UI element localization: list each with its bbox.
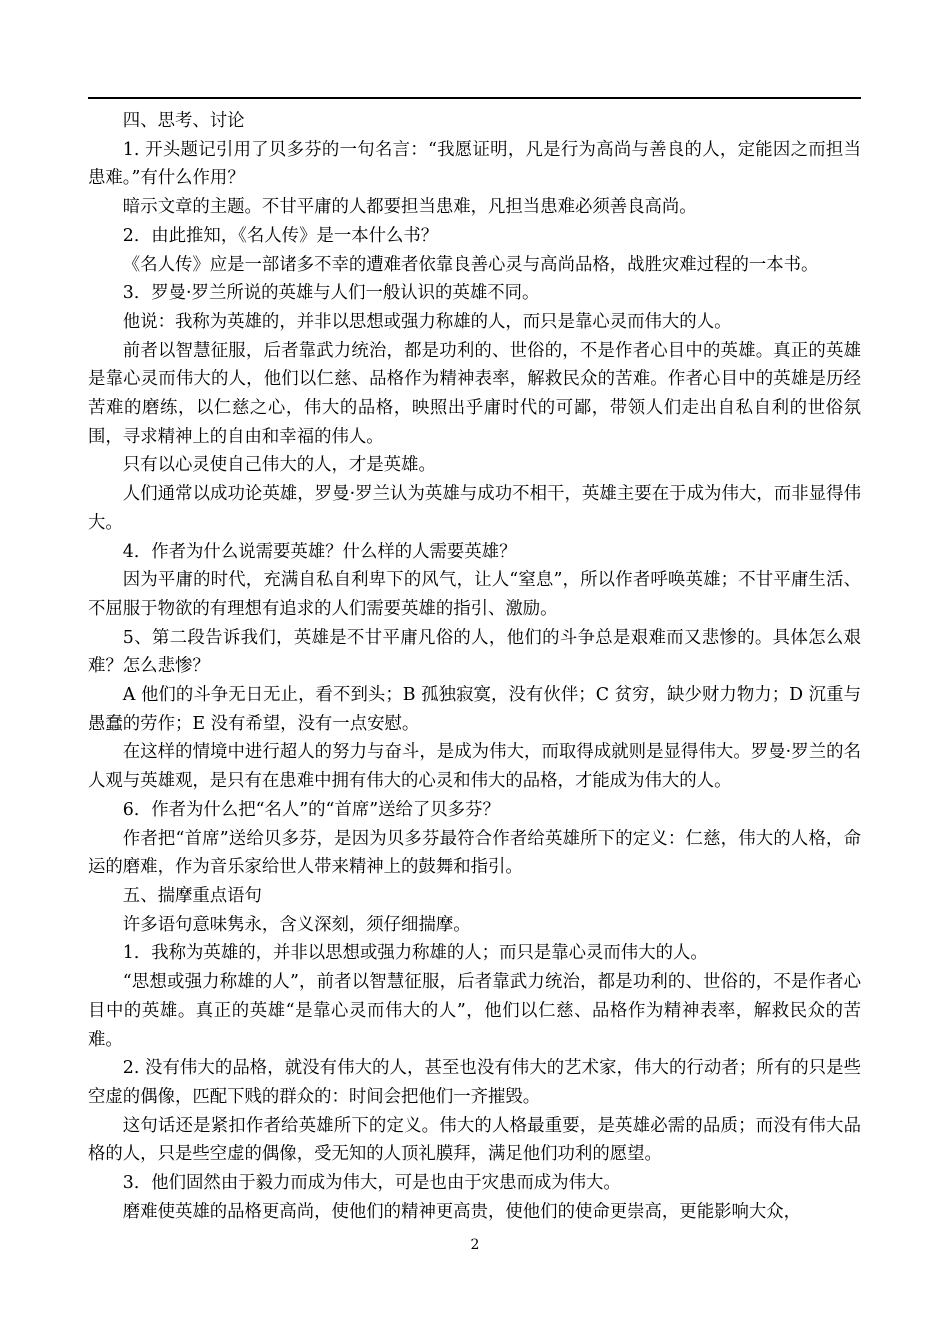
sentence-3-analysis: 磨难使英雄的品格更高尚，使他们的精神更高贵，使他们的使命更崇高，更能影响大众， xyxy=(122,1201,802,1222)
section-heading-discussion: 四、思考、讨论 xyxy=(122,111,245,131)
question-2: 2．由此推知，《名人传》是一本什么书？ xyxy=(122,225,439,246)
answer-3-quote: 他说：我称为英雄的，并非以思想或强力称雄的人，而只是靠心灵而伟大的人。 xyxy=(122,311,732,332)
section-heading-key-sentences: 五、揣摩重点语句 xyxy=(122,885,262,906)
document-body xyxy=(88,107,861,1226)
sentence-2-analysis: 这句话还是紧扣作者给英雄所下的定义。伟大的人格最重要，是英雄必需的品质；而没有伟大品格的人，只是些空虚的偶像，受无知的人顶礼膜拜，满足他们功利的愿望。 xyxy=(88,1115,861,1165)
sentence-1-analysis: “思想或强力称雄的人”，前者以智慧征服，后者靠武力统治，都是功利的、世俗的，不是作者心目中的英雄。真正的英雄“是靠心灵而伟大的人”，他们以仁慈、品格作为精神表率，解救民众的苦难。 xyxy=(88,972,861,1050)
question-3: 3．罗曼·罗兰所说的英雄与人们一般认识的英雄不同。 xyxy=(122,283,540,304)
answer-3-explanation: 前者以智慧征服，后者靠武力统治，都是功利的、世俗的，不是作者心目中的英雄。真正的英雄是靠心灵而伟大的人，他们以仁慈、品格作为精神表率，解救民众的苦难。作者心目中的英雄是历经苦难的磨练，以仁慈之心，伟大的品格，映照出乎庸时代的可鄙，带领人们走出自私自利的世俗氛围，寻求精神上的自由和幸福的伟人。 xyxy=(88,340,861,447)
sentence-3: 3．他们固然由于毅力而成为伟大，可是也由于灾患而成为伟大。 xyxy=(122,1173,621,1194)
header-rule xyxy=(88,97,861,99)
answer-1: 暗示文章的主题。不甘平庸的人都要担当患难，凡担当患难必须善良高尚。 xyxy=(122,197,697,218)
question-4: 4．作者为什么说需要英雄？什么样的人需要英雄？ xyxy=(122,541,517,562)
question-1: 1. 开头题记引用了贝多芬的一句名言：“我愿证明，凡是行为高尚与善良的人，定能因之而担当患难。”有什么作用？ xyxy=(88,139,861,189)
sentence-2: 2. 没有伟大的品格，就没有伟大的人，甚至也没有伟大的艺术家，伟大的行动者；所有的只是些空虚的偶像，匹配下贱的群众的：时间会把他们一齐摧毁。 xyxy=(88,1058,861,1107)
answer-4: 因为平庸的时代，充满自私自利卑下的风气，让人“窒息”，所以作者呼唤英雄；不甘平庸生活、不屈服于物欲的有理想有追求的人们需要英雄的指引、激励。 xyxy=(88,570,861,619)
question-6: 6．作者为什么把“名人”的“首席”送给了贝多芬？ xyxy=(122,799,500,820)
sentence-1: 1．我称为英雄的，并非以思想或强力称雄的人；而只是靠心灵而伟大的人。 xyxy=(122,943,708,964)
answer-3-summary: 只有以心灵使自己伟大的人，才是英雄。 xyxy=(122,455,436,476)
answer-6: 作者把“首席”送给贝多芬，是因为贝多芬最符合作者给英雄所下的定义：仁慈，伟大的人格，命运的磨难，作为音乐家给世人带来精神上的鼓舞和指引。 xyxy=(88,828,861,878)
page-number: 2 xyxy=(470,1237,480,1253)
answer-5-list: A 他们的斗争无日无止，看不到头；B 孤独寂寞，没有伙伴；C 贫穷，缺少财力物力；D 沉重与愚蠢的劳作；E 没有希望，没有一点安慰。 xyxy=(88,685,861,734)
question-5: 5、第二段告诉我们，英雄是不甘平庸凡俗的人，他们的斗争总是艰难而又悲惨的。具体怎么艰难？怎么悲惨？ xyxy=(88,627,861,677)
answer-2: 《名人传》应是一部诸多不幸的遭难者依靠良善心灵与高尚品格，战胜灾难过程的一本书。 xyxy=(122,254,819,275)
answer-5-explanation: 在这样的情境中进行超人的努力与奋斗，是成为伟大，而取得成就则是显得伟大。罗曼·罗兰的名人观与英雄观，是只有在患难中拥有伟大的心灵和伟大的品格，才能成为伟大的人。 xyxy=(88,742,861,792)
answer-3-note: 人们通常以成功论英雄，罗曼·罗兰认为英雄与成功不相干，英雄主要在于成为伟大，而非显得伟大。 xyxy=(88,484,861,533)
section-intro: 许多语句意味隽永，含义深刻，须仔细揣摩。 xyxy=(122,914,471,935)
